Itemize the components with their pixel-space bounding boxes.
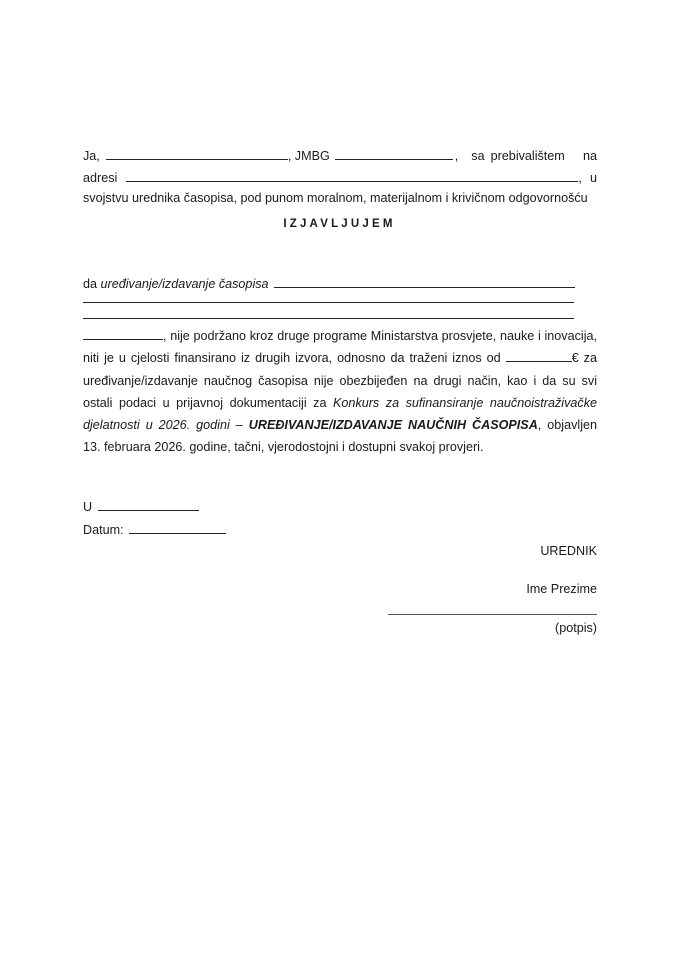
amount-field[interactable] [506,349,572,362]
jmbg-label: , JMBG [287,149,330,163]
name-field[interactable] [106,147,288,160]
date-label: Datum: [83,523,124,537]
name-line [83,147,597,163]
journal-name-field[interactable] [274,275,575,288]
place-field[interactable] [98,498,199,511]
page-title: IZJAVLJUJEM [283,218,396,230]
address-field[interactable] [126,169,578,182]
place-label: U [83,500,93,514]
ja-label: Ja, [83,149,100,163]
journal-name-line-2[interactable] [83,302,574,303]
konkurs-italic: Konkurs za sufinansiranje naučnoistraživačke djelatnosti u 2026. godini – [83,395,597,433]
journal-name-field-end[interactable] [83,327,163,340]
date-field[interactable] [129,521,226,534]
adresi-label: adresi [83,171,118,185]
declaration-body [83,325,597,459]
place-line [83,498,199,514]
na-label: na [582,149,597,163]
intro-prefix: da [83,277,101,291]
capacity-line: svojstvu urednika časopisa, pod punom moralnom, materijalnom i krivičnom odgovornošću [83,191,588,205]
body-b: za uređivanje/izdavanje naučnog časopisa nije obezbijeđen na drugi način, kao i da su svi ostali podaci u prijavnoj dokumentaciji za [83,351,597,410]
date-line [83,521,226,537]
body-a: , nije podržano kroz druge programe Ministarstva prosvjete, nauke i inovacija, niti je u cjelosti finansirano iz drugih izvora, odnosno da traženi iznos od [83,329,597,366]
role-label: UREDNIK [540,544,597,558]
jmbg-field[interactable] [335,147,453,160]
u-label: u [589,171,597,185]
intro-italic: uređivanje/izdavanje časopisa [100,277,269,291]
signature-line[interactable] [388,614,597,615]
konkurs-bold: UREĐIVANJE/IZDAVANJE NAUČNIH ČASOPISA [248,418,538,433]
signer-name: Ime Prezime [526,582,597,596]
body-c: , objavljen 13. februara 2026. godine, tačni, vjerodostojni i dostupni svakoj provjeri. [83,418,598,455]
address-line [83,169,597,185]
currency: € [571,351,579,366]
comma: , [454,149,459,163]
journal-name-line-3[interactable] [83,318,574,319]
declaration-intro [83,275,575,291]
signature-label: (potpis) [555,621,597,635]
prebivalistem-label: prebivalištem [490,149,565,163]
sa-label: sa [471,149,485,163]
comma: , [578,171,582,185]
